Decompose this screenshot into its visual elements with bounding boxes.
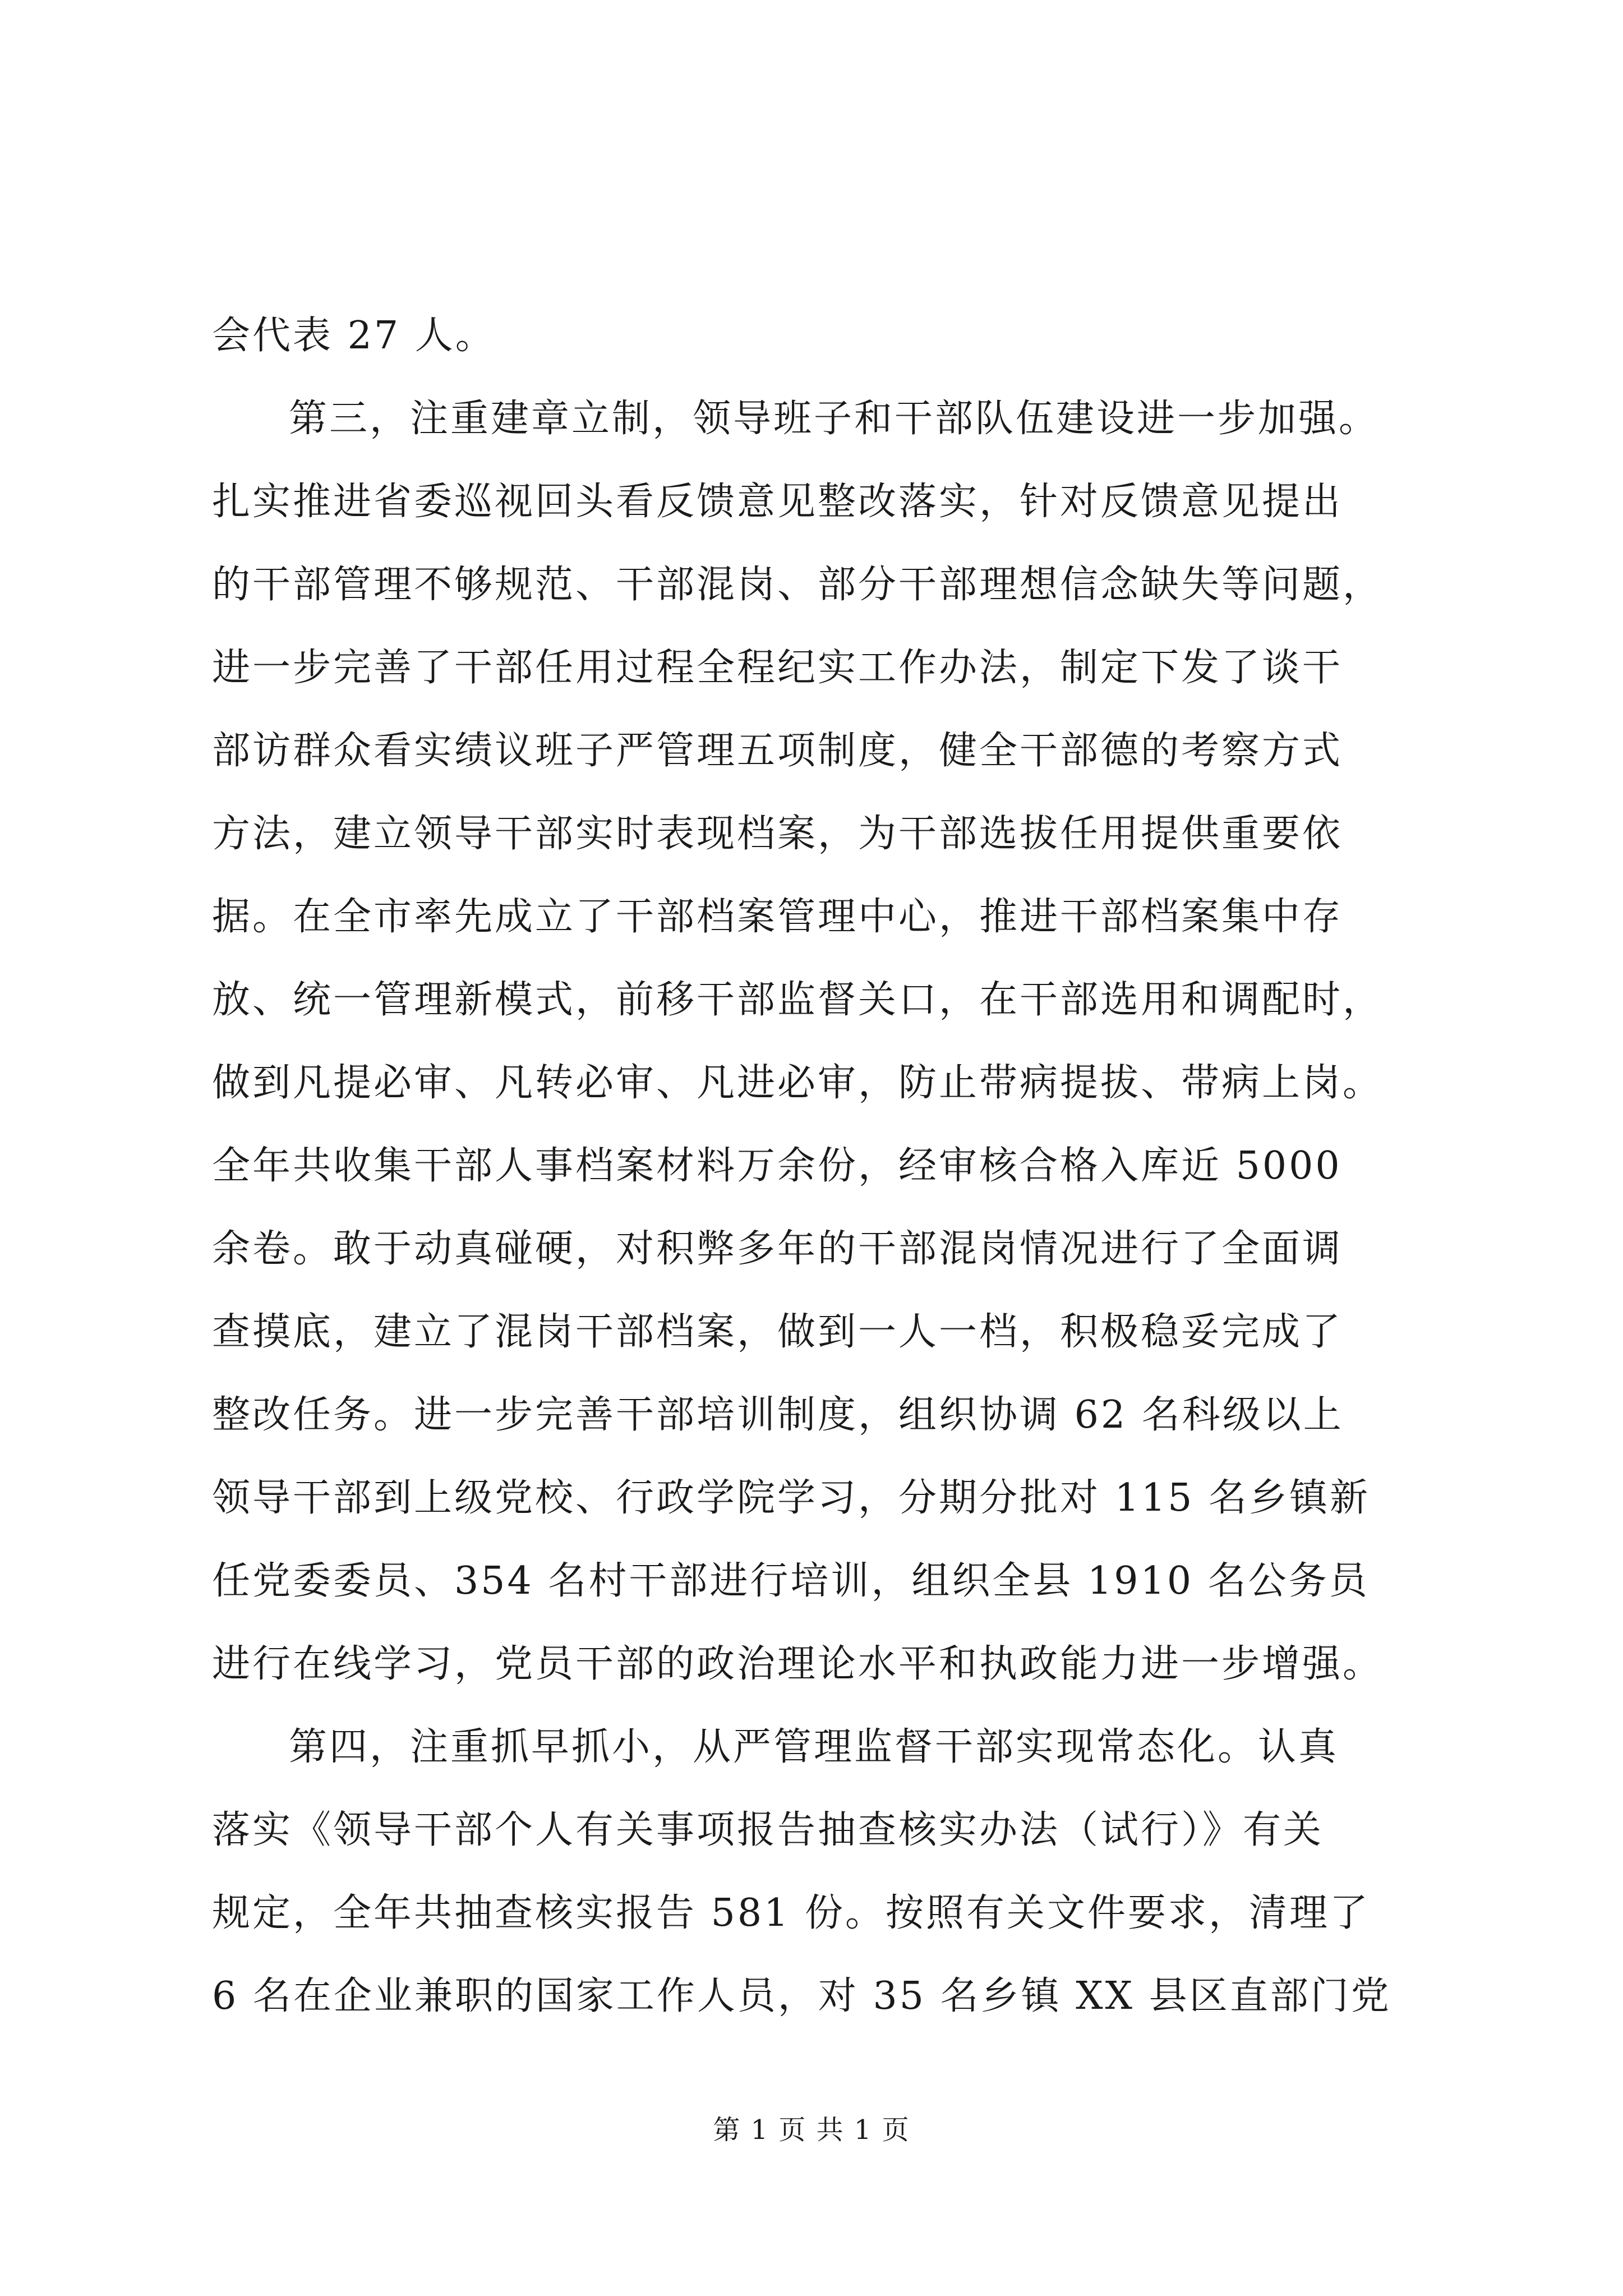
- text-line: 余卷。敢于动真碰硬，对积弊多年的干部混岗情况进行了全面调: [212, 1227, 1343, 1271]
- paragraph-start-line: 第四，注重抓早抓小，从严管理监督干部实现常态化。认真: [289, 1725, 1339, 1769]
- text-line: 进一步完善了干部任用过程全程纪实工作办法，制定下发了谈干: [212, 646, 1343, 690]
- paragraph-start-line: 第三，注重建章立制，领导班子和干部队伍建设进一步加强。: [289, 397, 1380, 441]
- text-line: 规定，全年共抽查核实报告 581 份。按照有关文件要求，清理了: [212, 1891, 1371, 1935]
- text-line: 会代表 27 人。: [212, 314, 496, 358]
- text-line: 6 名在企业兼职的国家工作人员，对 35 名乡镇 XX 县区直部门党: [212, 1974, 1391, 2018]
- text-line: 部访群众看实绩议班子严管理五项制度，健全干部德的考察方式: [212, 729, 1343, 773]
- text-line: 进行在线学习，党员干部的政治理论水平和执政能力进一步增强。: [212, 1642, 1384, 1686]
- text-line: 全年共收集干部人事档案材料万余份，经审核合格入库近 5000: [212, 1144, 1342, 1188]
- text-line: 放、统一管理新模式，前移干部监督关口，在干部选用和调配时，: [212, 978, 1384, 1022]
- text-line: 扎实推进省委巡视回头看反馈意见整改落实，针对反馈意见提出: [212, 480, 1343, 524]
- page-number-footer: 第 1 页 共 1 页: [713, 2114, 910, 2146]
- text-line: 查摸底，建立了混岗干部档案，做到一人一档，积极稳妥完成了: [212, 1310, 1343, 1354]
- text-line: 任党委委员、354 名村干部进行培训，组织全县 1910 名公务员: [212, 1559, 1370, 1603]
- text-line: 落实《领导干部个人有关事项报告抽查核实办法（试行）》有关: [212, 1808, 1324, 1852]
- text-line: 领导干部到上级党校、行政学院学习，分期分批对 115 名乡镇新: [212, 1476, 1371, 1520]
- text-line: 的干部管理不够规范、干部混岗、部分干部理想信念缺失等问题，: [212, 563, 1384, 607]
- text-line: 做到凡提必审、凡转必审、凡进必审，防止带病提拔、带病上岗。: [212, 1061, 1384, 1105]
- text-line: 据。在全市率先成立了干部档案管理中心，推进干部档案集中存: [212, 895, 1343, 939]
- text-line: 方法，建立领导干部实时表现档案，为干部选拔任用提供重要依: [212, 812, 1343, 856]
- text-line: 整改任务。进一步完善干部培训制度，组织协调 62 名科级以上: [212, 1393, 1344, 1437]
